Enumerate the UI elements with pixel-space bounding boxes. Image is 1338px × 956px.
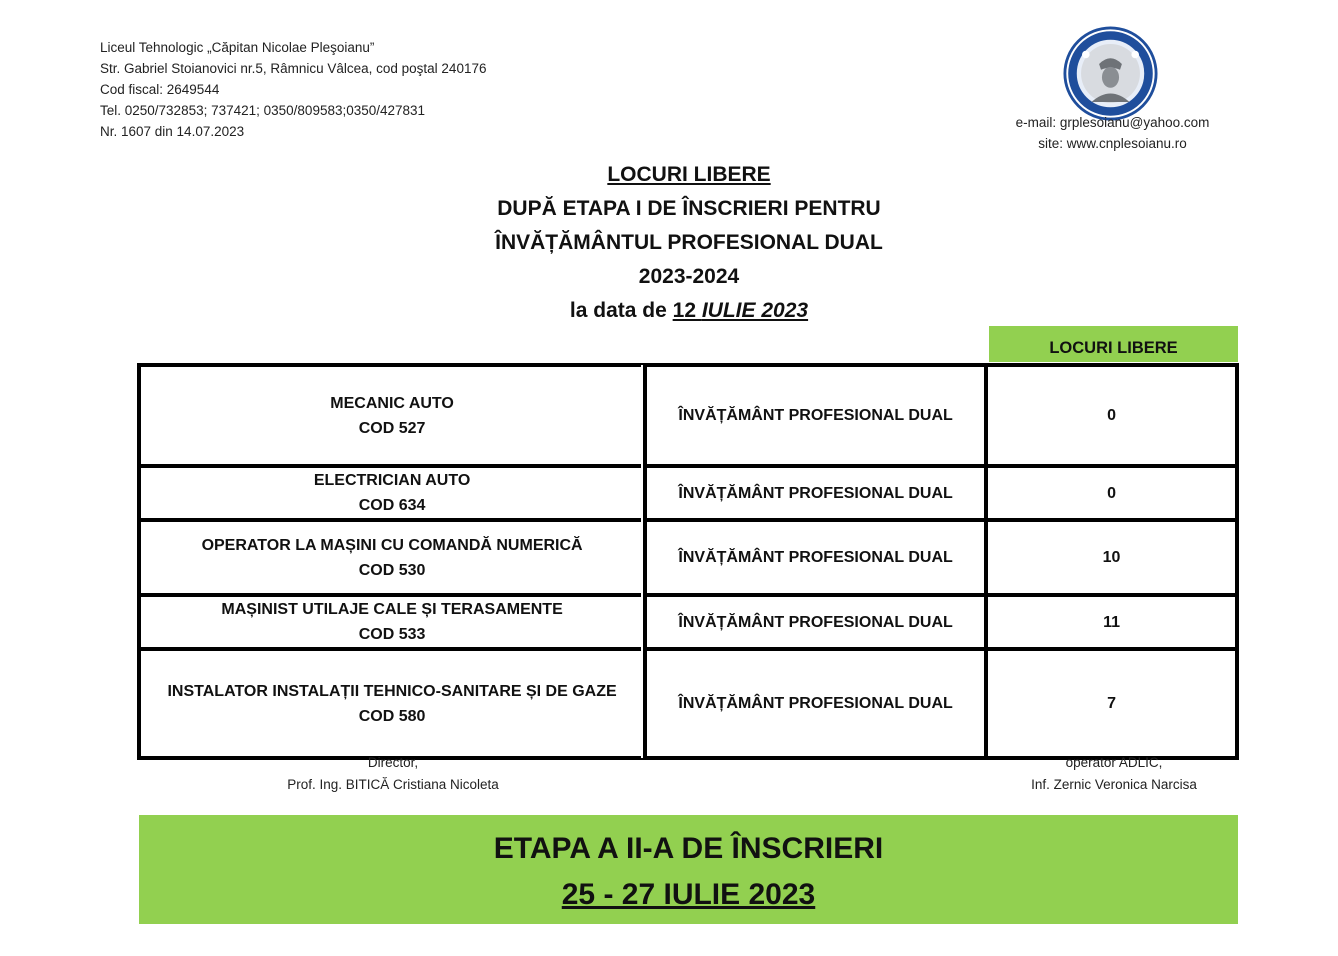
title-line-2: DUPĂ ETAPA I DE ÎNSCRIERI PENTRU: [497, 197, 881, 220]
qualification-name: MECANIC AUTO: [330, 394, 454, 412]
table-row: [139, 365, 1237, 466]
qualification-code: COD 530: [358, 561, 426, 579]
date-value: [673, 299, 808, 322]
date-prefix: la data de: [569, 299, 667, 322]
qualification-name: INSTALATOR INSTALAȚII TEHNICO-SANITARE ȘI DE GAZE: [167, 682, 617, 700]
operator-signature: [985, 752, 1243, 796]
director-role: Director,: [367, 755, 419, 770]
school-address: Str. Gabriel Stoianovici nr.5, Râmnicu Vâlcea, cod poştal 240176: [100, 61, 487, 76]
qualification-name: ELECTRICIAN AUTO: [313, 472, 471, 489]
free-places-cell: 11: [986, 595, 1237, 649]
table-row: [139, 649, 1237, 758]
director-name: Prof. Ing. BITICĂ Cristiana Nicoleta: [287, 777, 499, 792]
qualification-cell: [139, 520, 645, 595]
title-line-5: [389, 294, 989, 328]
second-stage-banner: [139, 815, 1238, 924]
qualification-code: COD 634: [358, 497, 426, 514]
table-row: [139, 595, 1237, 649]
contact-info: [990, 112, 1235, 154]
title-line-1: LOCURI LIBERE: [607, 163, 771, 186]
title-line-3: ÎNVĂȚĂMÂNTUL PROFESIONAL DUAL: [495, 231, 883, 254]
education-type-cell: ÎNVĂȚĂMÂNT PROFESIONAL DUAL: [645, 466, 986, 520]
qualification-code: COD 533: [358, 626, 426, 643]
free-places-cell: 10: [986, 520, 1237, 595]
school-name: Liceul Tehnologic „Căpitan Nicolae Pleşoianu”: [100, 40, 375, 55]
free-places-cell: 7: [986, 649, 1237, 758]
education-type-cell: ÎNVĂȚĂMÂNT PROFESIONAL DUAL: [645, 595, 986, 649]
free-places-cell: 0: [986, 466, 1237, 520]
qualification-name: OPERATOR LA MAȘINI CU COMANDĂ NUMERICĂ: [201, 536, 583, 554]
qualification-cell: [139, 595, 645, 649]
qualification-name: MAȘINIST UTILAJE CALE ȘI TERASAMENTE: [221, 601, 563, 618]
qualification-cell: [139, 649, 645, 758]
qualification-cell: [139, 365, 645, 466]
email-text: e-mail: grplesoianu@yahoo.com: [1015, 115, 1210, 130]
qualification-code: COD 580: [358, 707, 426, 725]
title-line-4: 2023-2024: [638, 265, 740, 288]
banner-title: ETAPA A II-A DE ÎNSCRIERI: [493, 832, 884, 865]
education-type-cell: ÎNVĂȚĂMÂNT PROFESIONAL DUAL: [645, 520, 986, 595]
free-places-cell: 0: [986, 365, 1237, 466]
phone-numbers: Tel. 0250/732853; 737421; 0350/809583;0350/427831: [100, 103, 426, 118]
operator-name: Inf. Zernic Veronica Narcisa: [1031, 777, 1197, 792]
school-logo-icon: [1063, 26, 1158, 121]
table-row: [139, 466, 1237, 520]
banner-dates: 25 - 27 IULIE 2023: [561, 878, 816, 911]
site-text: site: www.cnplesoianu.ro: [1038, 136, 1187, 151]
fiscal-code: Cod fiscal: 2649544: [100, 82, 220, 97]
operator-role: operator ADLIC,: [1065, 755, 1163, 770]
qualification-code: COD 527: [358, 419, 426, 437]
education-type-cell: ÎNVĂȚĂMÂNT PROFESIONAL DUAL: [645, 649, 986, 758]
places-column-header: LOCURI LIBERE: [989, 326, 1238, 362]
date-month: IULIE 2023: [701, 299, 809, 322]
document-number: Nr. 1607 din 14.07.2023: [100, 124, 245, 139]
document-title: [389, 158, 989, 328]
places-table: [137, 363, 1239, 760]
school-header: [100, 37, 486, 142]
qualification-cell: [139, 466, 645, 520]
director-signature: [250, 752, 536, 796]
education-type-cell: ÎNVĂȚĂMÂNT PROFESIONAL DUAL: [645, 365, 986, 466]
table-row: [139, 520, 1237, 595]
date-day: 12: [672, 299, 696, 322]
